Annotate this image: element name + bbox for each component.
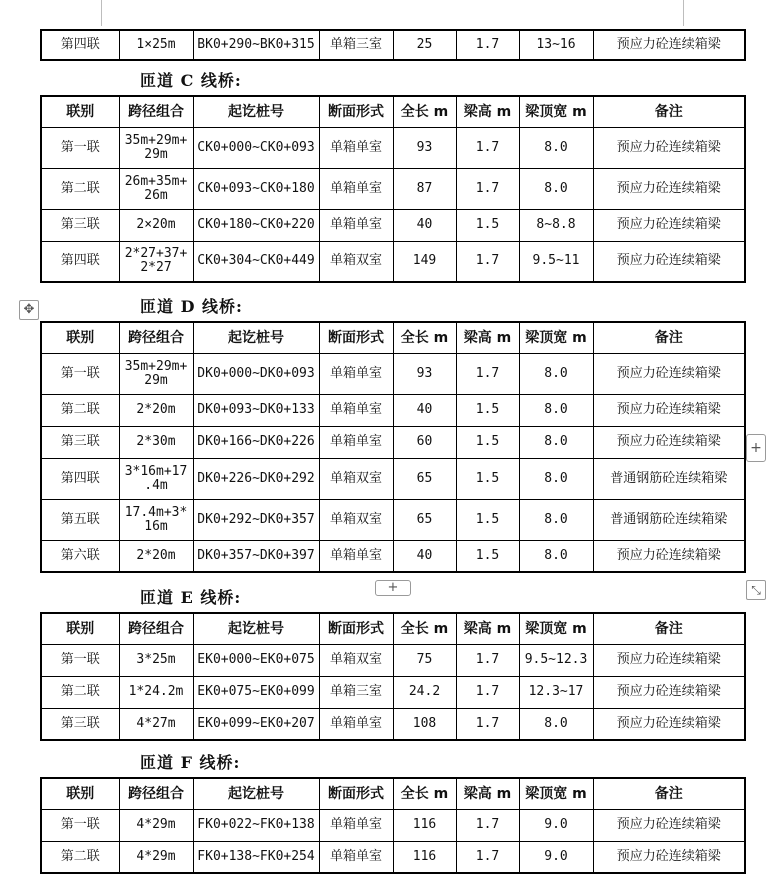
cell-zhuanghao: CK0+093~CK0+180 (193, 168, 319, 209)
column-header-beizhu: 备注 (593, 322, 745, 353)
cell-lianggao: 1.7 (456, 127, 519, 168)
cell-zhuanghao: FK0+138~FK0+254 (193, 841, 319, 873)
table-header-row (41, 322, 745, 353)
column-header-kuajing: 跨径组合 (119, 778, 193, 809)
cell-kuajing: 2*20m (119, 540, 193, 572)
cell-quanchang: 75 (393, 644, 456, 676)
cell-kuajing: 3*16m+17 .4m (119, 458, 193, 499)
table-row (41, 809, 745, 841)
bridge-table-f (40, 777, 746, 874)
cell-kuajing: 4*29m (119, 841, 193, 873)
cell-quanchang: 93 (393, 353, 456, 394)
bridge-table-e (40, 612, 746, 741)
cell-zhuanghao: EK0+099~EK0+207 (193, 708, 319, 740)
cell-lianggao: 1.7 (456, 241, 519, 282)
column-header-lianggao: 梁高 m (456, 322, 519, 353)
cell-quanchang: 25 (393, 30, 456, 60)
cell-quanchang: 24.2 (393, 676, 456, 708)
cell-quanchang: 60 (393, 426, 456, 458)
table-row (41, 30, 745, 60)
cell-lianbie: 第四联 (41, 30, 119, 60)
cell-beizhu: 预应力砼连续箱梁 (593, 127, 745, 168)
cell-beizhu: 预应力砼连续箱梁 (593, 168, 745, 209)
cell-lianbie: 第一联 (41, 127, 119, 168)
column-header-lianggao: 梁高 m (456, 96, 519, 127)
cell-kuajing: 1*24.2m (119, 676, 193, 708)
cell-liangdingkuan: 8.0 (519, 127, 593, 168)
cell-duanmian: 单箱单室 (319, 168, 393, 209)
cell-liangdingkuan: 9.0 (519, 809, 593, 841)
cell-beizhu: 预应力砼连续箱梁 (593, 426, 745, 458)
cell-lianbie: 第四联 (41, 241, 119, 282)
cell-zhuanghao: CK0+180~CK0+220 (193, 209, 319, 241)
cell-duanmian: 单箱三室 (319, 676, 393, 708)
cell-quanchang: 93 (393, 127, 456, 168)
cell-lianbie: 第二联 (41, 394, 119, 426)
cell-lianggao: 1.7 (456, 708, 519, 740)
cell-lianbie: 第二联 (41, 841, 119, 873)
cell-duanmian: 单箱单室 (319, 394, 393, 426)
column-header-lianbie: 联别 (41, 778, 119, 809)
cell-zhuanghao: CK0+304~CK0+449 (193, 241, 319, 282)
cell-zhuanghao: EK0+000~EK0+075 (193, 644, 319, 676)
cell-lianbie: 第五联 (41, 499, 119, 540)
cell-lianggao: 1.7 (456, 168, 519, 209)
section-title-e: 匝道 E 线桥: (140, 588, 242, 607)
cell-beizhu: 预应力砼连续箱梁 (593, 708, 745, 740)
cell-zhuanghao: BK0+290~BK0+315 (193, 30, 319, 60)
column-header-lianggao: 梁高 m (456, 613, 519, 644)
column-header-liangdingkuan: 梁顶宽 m (519, 322, 593, 353)
cell-duanmian: 单箱单室 (319, 426, 393, 458)
cell-duanmian: 单箱双室 (319, 499, 393, 540)
table-header-row (41, 778, 745, 809)
cell-lianggao: 1.5 (456, 209, 519, 241)
cell-liangdingkuan: 8~8.8 (519, 209, 593, 241)
column-header-duanmian: 断面形式 (319, 778, 393, 809)
cell-lianbie: 第一联 (41, 353, 119, 394)
cell-lianbie: 第三联 (41, 426, 119, 458)
cell-duanmian: 单箱双室 (319, 241, 393, 282)
cell-lianbie: 第一联 (41, 644, 119, 676)
column-header-duanmian: 断面形式 (319, 322, 393, 353)
column-header-quanchang: 全长 m (393, 778, 456, 809)
cell-liangdingkuan: 8.0 (519, 353, 593, 394)
cell-kuajing: 35m+29m+ 29m (119, 353, 193, 394)
cell-kuajing: 1×25m (119, 30, 193, 60)
cell-beizhu: 普通钢筋砼连续箱梁 (593, 499, 745, 540)
cell-beizhu: 预应力砼连续箱梁 (593, 841, 745, 873)
cell-lianbie: 第二联 (41, 168, 119, 209)
bridge-table-d (40, 321, 746, 573)
cell-zhuanghao: DK0+000~DK0+093 (193, 353, 319, 394)
cell-duanmian: 单箱单室 (319, 353, 393, 394)
column-header-zhuanghao: 起讫桩号 (193, 96, 319, 127)
column-header-zhuanghao: 起讫桩号 (193, 778, 319, 809)
table-header-row (41, 613, 745, 644)
table-row (41, 426, 745, 458)
cell-zhuanghao: DK0+093~DK0+133 (193, 394, 319, 426)
cell-beizhu: 预应力砼连续箱梁 (593, 241, 745, 282)
cell-lianggao: 1.5 (456, 458, 519, 499)
margin-mark-left (101, 0, 102, 26)
table-row (41, 644, 745, 676)
column-header-quanchang: 全长 m (393, 322, 456, 353)
cell-beizhu: 预应力砼连续箱梁 (593, 394, 745, 426)
bridge-table-continued (40, 29, 746, 61)
cell-quanchang: 65 (393, 458, 456, 499)
column-header-liangdingkuan: 梁顶宽 m (519, 778, 593, 809)
column-header-beizhu: 备注 (593, 96, 745, 127)
cell-lianggao: 1.7 (456, 30, 519, 60)
cell-quanchang: 40 (393, 540, 456, 572)
column-header-quanchang: 全长 m (393, 613, 456, 644)
table-row (41, 841, 745, 873)
cell-kuajing: 35m+29m+ 29m (119, 127, 193, 168)
cell-lianbie: 第四联 (41, 458, 119, 499)
cell-beizhu: 预应力砼连续箱梁 (593, 809, 745, 841)
cell-lianggao: 1.7 (456, 676, 519, 708)
cell-lianggao: 1.7 (456, 809, 519, 841)
cell-beizhu: 预应力砼连续箱梁 (593, 676, 745, 708)
cell-liangdingkuan: 9.5~12.3 (519, 644, 593, 676)
table-row (41, 499, 745, 540)
column-header-lianggao: 梁高 m (456, 778, 519, 809)
cell-zhuanghao: CK0+000~CK0+093 (193, 127, 319, 168)
cell-lianggao: 1.7 (456, 353, 519, 394)
cell-lianbie: 第三联 (41, 708, 119, 740)
table-row (41, 353, 745, 394)
column-header-quanchang: 全长 m (393, 96, 456, 127)
cell-beizhu: 普通钢筋砼连续箱梁 (593, 458, 745, 499)
margin-mark-right (683, 0, 684, 26)
cell-liangdingkuan: 9.0 (519, 841, 593, 873)
cell-duanmian: 单箱单室 (319, 540, 393, 572)
column-header-lianbie: 联别 (41, 322, 119, 353)
column-header-kuajing: 跨径组合 (119, 613, 193, 644)
cell-duanmian: 单箱单室 (319, 841, 393, 873)
cell-beizhu: 预应力砼连续箱梁 (593, 30, 745, 60)
cell-lianbie: 第二联 (41, 676, 119, 708)
cell-liangdingkuan: 8.0 (519, 168, 593, 209)
column-header-beizhu: 备注 (593, 613, 745, 644)
cell-lianggao: 1.7 (456, 841, 519, 873)
cell-lianggao: 1.5 (456, 426, 519, 458)
cell-beizhu: 预应力砼连续箱梁 (593, 644, 745, 676)
cell-kuajing: 4*27m (119, 708, 193, 740)
cell-quanchang: 87 (393, 168, 456, 209)
cell-kuajing: 4*29m (119, 809, 193, 841)
cell-lianggao: 1.7 (456, 644, 519, 676)
cell-duanmian: 单箱三室 (319, 30, 393, 60)
cell-beizhu: 预应力砼连续箱梁 (593, 209, 745, 241)
column-header-lianbie: 联别 (41, 96, 119, 127)
cell-duanmian: 单箱单室 (319, 127, 393, 168)
table-resize-handle[interactable]: ⤡ (746, 580, 766, 600)
column-header-duanmian: 断面形式 (319, 96, 393, 127)
column-header-beizhu: 备注 (593, 778, 745, 809)
cell-quanchang: 65 (393, 499, 456, 540)
cell-quanchang: 116 (393, 841, 456, 873)
section-title-d: 匝道 D 线桥: (140, 297, 243, 316)
table-row (41, 241, 745, 282)
section-title-f: 匝道 F 线桥: (140, 753, 241, 772)
cell-kuajing: 2*20m (119, 394, 193, 426)
cell-quanchang: 40 (393, 209, 456, 241)
cell-duanmian: 单箱单室 (319, 708, 393, 740)
cell-duanmian: 单箱单室 (319, 809, 393, 841)
column-header-liangdingkuan: 梁顶宽 m (519, 613, 593, 644)
cell-quanchang: 116 (393, 809, 456, 841)
table-row (41, 209, 745, 241)
bridge-table-c (40, 95, 746, 283)
cell-lianbie: 第三联 (41, 209, 119, 241)
table-row (41, 458, 745, 499)
table-row (41, 168, 745, 209)
cell-beizhu: 预应力砼连续箱梁 (593, 540, 745, 572)
cell-kuajing: 3*25m (119, 644, 193, 676)
cell-zhuanghao: DK0+292~DK0+357 (193, 499, 319, 540)
table-row (41, 394, 745, 426)
cell-zhuanghao: FK0+022~FK0+138 (193, 809, 319, 841)
cell-duanmian: 单箱双室 (319, 458, 393, 499)
column-header-lianbie: 联别 (41, 613, 119, 644)
cell-kuajing: 17.4m+3* 16m (119, 499, 193, 540)
cell-duanmian: 单箱单室 (319, 209, 393, 241)
column-header-duanmian: 断面形式 (319, 613, 393, 644)
cell-lianbie: 第六联 (41, 540, 119, 572)
cell-lianggao: 1.5 (456, 540, 519, 572)
column-header-zhuanghao: 起讫桩号 (193, 613, 319, 644)
cell-kuajing: 2*27+37+ 2*27 (119, 241, 193, 282)
section-title-c: 匝道 C 线桥: (140, 71, 242, 90)
cell-zhuanghao: EK0+075~EK0+099 (193, 676, 319, 708)
column-header-kuajing: 跨径组合 (119, 322, 193, 353)
cell-kuajing: 2×20m (119, 209, 193, 241)
table-header-row (41, 96, 745, 127)
table-row (41, 127, 745, 168)
column-header-zhuanghao: 起讫桩号 (193, 322, 319, 353)
table-row (41, 708, 745, 740)
cell-lianggao: 1.5 (456, 394, 519, 426)
column-header-kuajing: 跨径组合 (119, 96, 193, 127)
cell-liangdingkuan: 8.0 (519, 540, 593, 572)
cell-quanchang: 108 (393, 708, 456, 740)
cell-liangdingkuan: 13~16 (519, 30, 593, 60)
cell-duanmian: 单箱双室 (319, 644, 393, 676)
cell-liangdingkuan: 8.0 (519, 426, 593, 458)
cell-liangdingkuan: 8.0 (519, 458, 593, 499)
table-move-handle[interactable]: ✥ (19, 300, 39, 320)
table-row (41, 540, 745, 572)
cell-zhuanghao: DK0+357~DK0+397 (193, 540, 319, 572)
cell-quanchang: 40 (393, 394, 456, 426)
cell-kuajing: 26m+35m+ 26m (119, 168, 193, 209)
add-row-button[interactable]: + (375, 580, 411, 596)
cell-beizhu: 预应力砼连续箱梁 (593, 353, 745, 394)
add-column-button[interactable]: + (746, 434, 766, 462)
cell-liangdingkuan: 8.0 (519, 708, 593, 740)
cell-liangdingkuan: 8.0 (519, 394, 593, 426)
cell-kuajing: 2*30m (119, 426, 193, 458)
cell-quanchang: 149 (393, 241, 456, 282)
cell-liangdingkuan: 8.0 (519, 499, 593, 540)
cell-lianggao: 1.5 (456, 499, 519, 540)
cell-liangdingkuan: 9.5~11 (519, 241, 593, 282)
column-header-liangdingkuan: 梁顶宽 m (519, 96, 593, 127)
cell-zhuanghao: DK0+166~DK0+226 (193, 426, 319, 458)
cell-lianbie: 第一联 (41, 809, 119, 841)
cell-zhuanghao: DK0+226~DK0+292 (193, 458, 319, 499)
table-row (41, 676, 745, 708)
cell-liangdingkuan: 12.3~17 (519, 676, 593, 708)
